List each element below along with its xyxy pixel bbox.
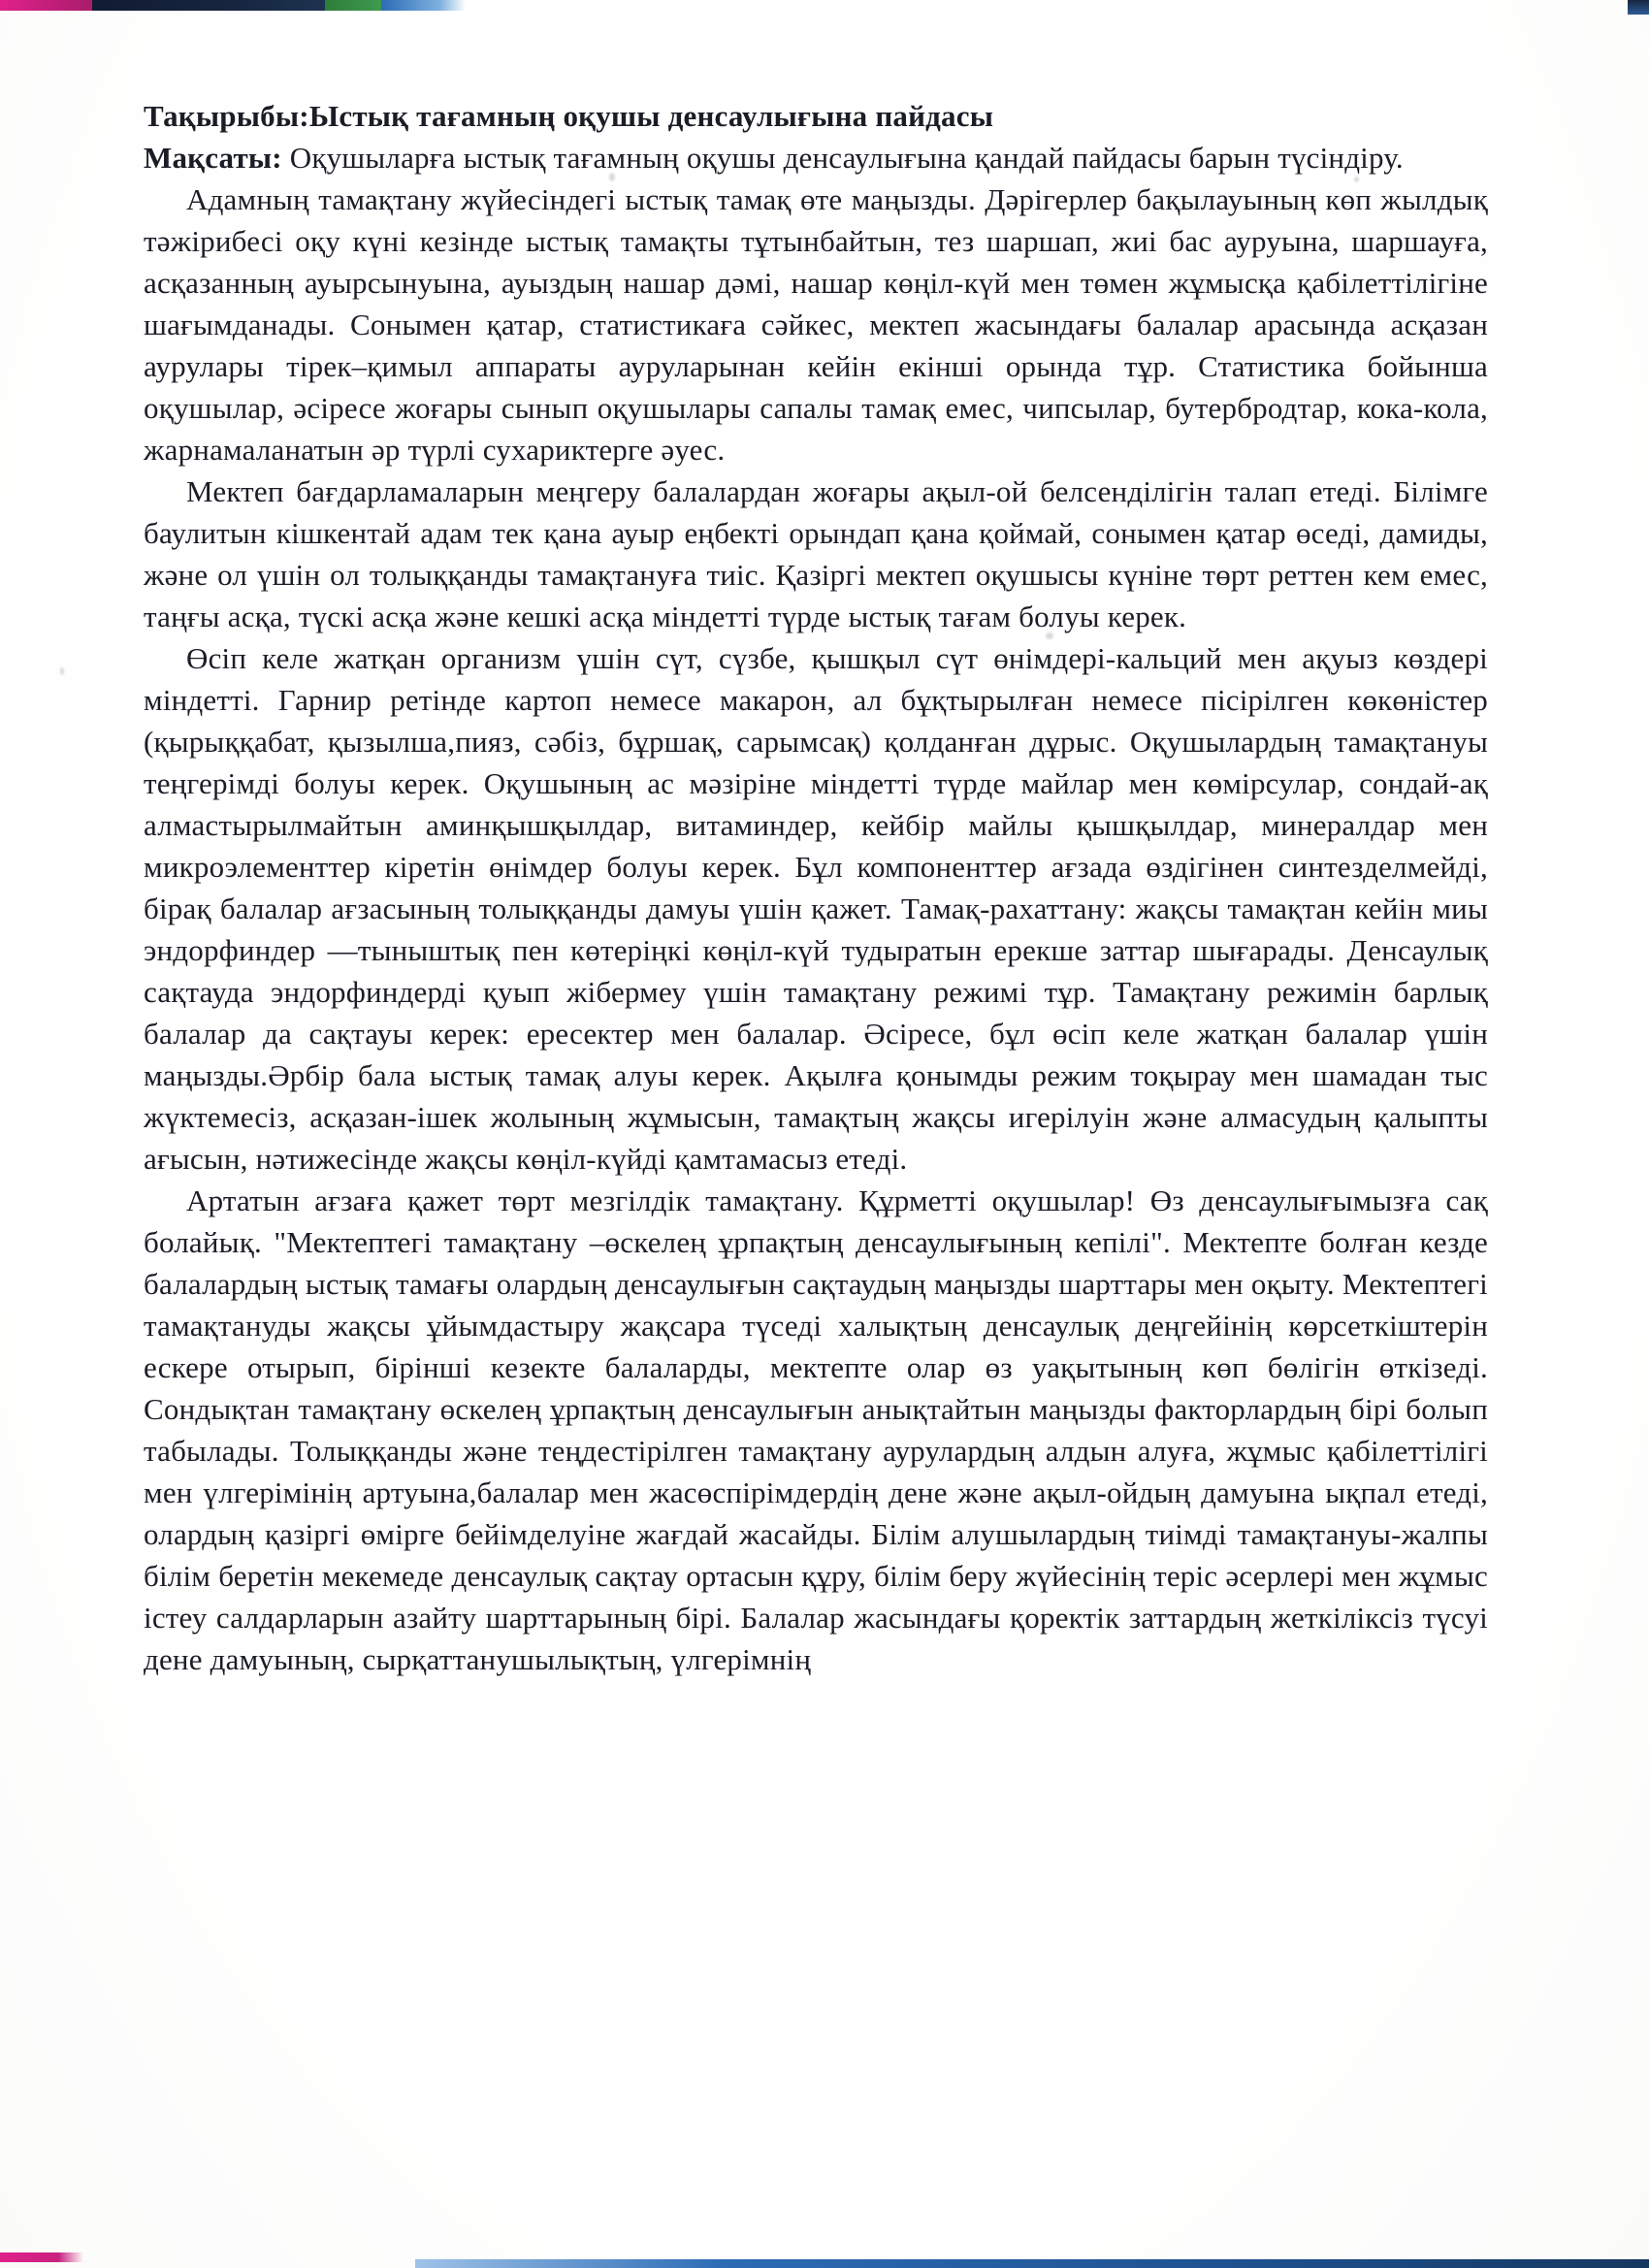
goal-line — [144, 137, 1488, 178]
scan-edge-strip-top — [0, 0, 466, 11]
paragraph: Мектеп бағдарламаларын меңгеру балалардан жоғары ақыл-ой белсенділігін талап етеді. Білімге баулитын кішкентай адам тек қана ауыр еңбекті орындап қана қоймай, сонымен қатар өседі, дамиды, және ол үшін ол толыққанды тамақтануға тиіс. Қазіргі мектеп оқушысы күніне төрт реттен кем емес, таңғы асқа, түскі асқа және кешкі асқа міндетті түрде ыстық тағам болуы керек. — [144, 474, 1488, 633]
scan-artifact-green — [325, 0, 381, 11]
scan-speck — [60, 667, 64, 675]
paragraph: Өсіп келе жатқан организм үшін сүт, сүзбе, қышқыл сүт өнімдері-кальций мен ақуыз көздері міндетті. Гарнир ретінде картоп немесе макарон, ал бұқтырылған немесе пісірілген көкөністер (қырыққабат, қызылша,пияз, сәбіз, бұршақ, сарымсақ) қолданған дұрыс. Оқушылардың тамақтануы теңгерімді болуы керек. Оқушының ас мәзіріне міндетті түрде майлар мен көмірсулар, сондай-ақ алмастырылмайтын аминқышқылдар, витаминдер, кейбір майлы қышқылдар, минералдар мен микроэлементтер кіретін өнімдер болуы керек. Бұл компоненттер ағзада өздігінен синтезделмейді, бірақ балалар ағзасының толыққанды дамуы үшін қажет. Тамақ-рахаттану: жақсы тамақтан кейін миы эндорфиндер —тыныштық пен көтеріңкі көңіл-күй тудыратын ерекше заттар шығарады. Денсаулық сақтауда эндорфиндерді қуып жібермеу үшін тамақтану режимі тұр. Тамақтану режимін барлық балалар да сақтауы керек: ересектер мен балалар. Әсіресе, бұл өсіп келе жатқан балалар үшін маңызды.Әрбір бала ыстық тамақ алуы керек. Ақылға қонымды режим тоқырау мен шамадан тыс жүктемесіз, асқазан-ішек жолының жұмысын, тамақтың жақсы игерілуін және алмасудың қалыпты ағысын, нәтижесінде жақсы көңіл-күйді қамтамасыз етеді. — [144, 641, 1488, 1176]
document-body — [144, 95, 1488, 1680]
paragraph: Адамның тамақтану жүйесіндегі ыстық тамақ өте маңызды. Дәрігерлер бақылауының көп жылдық тәжірибесі оқу күні кезінде ыстық тамақты тұтынбайтын, тез шаршап, жиі бас ауруына, шаршауға, асқазанның ауырсынуына, ауыздың нашар дәмі, нашар көңіл-күй мен төмен жұмысқа қабілеттілігіне шағымданады. Сонымен қатар, статистикаға сәйкес, мектеп жасындағы балалар арасында асқазан аурулары тірек–қимыл аппараты ауруларынан кейін екінші орында тұр. Статистика бойынша оқушылар, әсіресе жоғары сынып оқушылары сапалы тамақ емес, чипсылар, бутербродтар, кока-кола, жарнамаланатын әр түрлі сухариктерге әуес. — [144, 182, 1488, 467]
goal-label: Мақсаты: — [144, 141, 282, 175]
paragraph: Артатын ағзаға қажет төрт мезгілдік тамақтану. Құрметті оқушылар! Өз денсаулығымызға сақ болайық. "Мектептегі тамақтану –өскелең ұрпақтың денсаулығының кепілі". Мектепте болған кезде балалардың ыстық тамағы олардың денсаулығын сақтаудың маңызды шарттары мен оқыту. Мектептегі тамақтануды жақсы ұйымдастыру жақсара түседі халықтың денсаулық деңгейінің көрсеткіштерін ескере отырып, бірінші кезекте балаларды, мектепте олар өз уақытының көп бөлігін өткізеді. Сондықтан тамақтану өскелең ұрпақтың денсаулығын анықтайтын маңызды факторлардың бірі болып табылады. Толыққанды және теңдестірілген тамақтану аурулардың алдын алуға, жұмыс қабілеттілігі мен үлгерімінің артуына,балалар мен жасөспірімдердің дене және ақыл-ойдың дамуына ықпал етеді, олардың қазіргі өмірге бейімделуіне жағдай жасайды. Білім алушылардың тиімді тамақтануы-жалпы білім беретін мекемеде денсаулық сақтау ортасын құру, білім беру жүйесінің теріс әсерлері мен жұмыс істеу салдарларын азайту шарттарының бірі. Балалар жасындағы қоректік заттардың жеткіліксіз түсуі дене дамуының, сырқаттанушылықтың, үлгерімнің — [144, 1183, 1488, 1676]
scan-artifact-navy — [92, 0, 325, 11]
scan-edge-strip-bottom — [415, 2259, 1649, 2268]
scan-artifact-magenta — [0, 0, 92, 11]
scan-artifact-blue — [381, 0, 466, 11]
scan-artifact-corner — [1628, 0, 1649, 15]
page-title: Тақырыбы:Ыстық тағамның оқушы денсаулығына пайдасы — [144, 99, 994, 133]
scan-artifact-bottom-left — [0, 2252, 83, 2262]
goal-text: Оқушыларға ыстық тағамның оқушы денсаулығына қандай пайдасы барын түсіндіру. — [281, 141, 1404, 175]
